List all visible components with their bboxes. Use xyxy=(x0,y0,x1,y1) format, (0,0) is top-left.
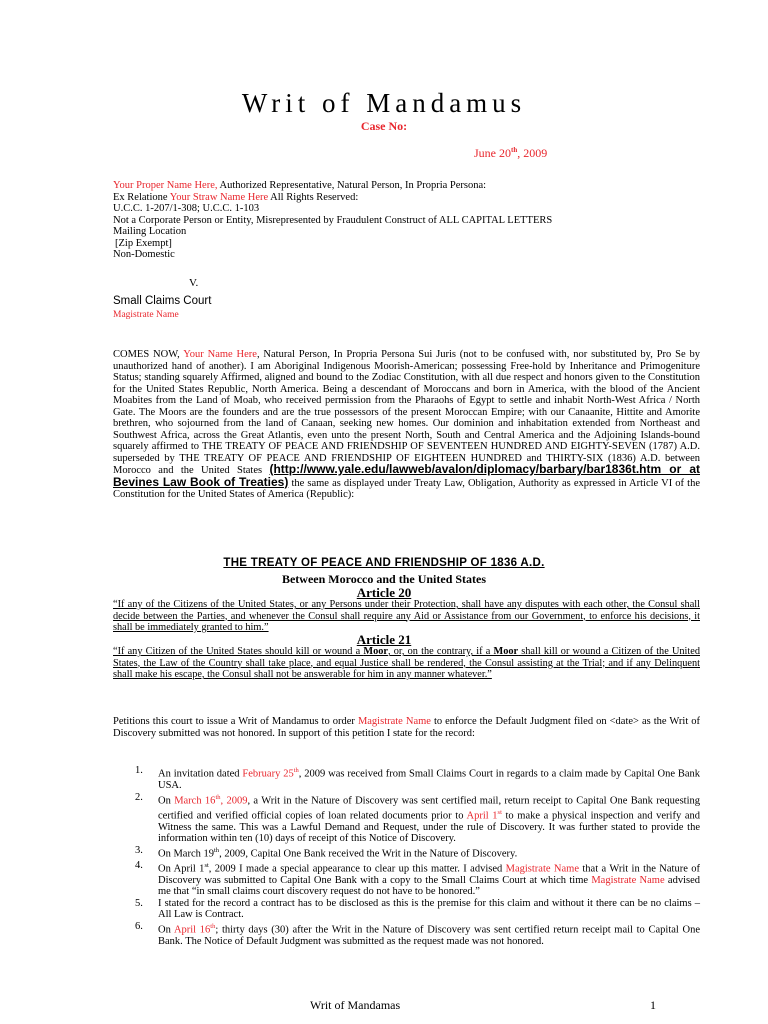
comes-now-paragraph: COMES NOW, Your Name Here, Natural Person, In Propria Persona Sui Juris (not to be confused with, nor substituted by, Pro Se by unauthorized hand of another). I am Aboriginal Indigenous Moorish-American; possessing Free-hold by Inheritance and Primogeniture Status; standing squarely Affirmed, aligned and bound to the Zodiac Constitution, with all due respect and honors given to the Constitution for the United States Republic, North America. Being a descendant of Moroccans and born in America, with the blood of the Ancient Moabites from the Land of Moab, who received permission from the Pharaohs of Egypt to settle and inhabit North-West Africa / North Gate. The Moors are the founders and are the true possessors of the present Moroccan Empire; with our Canaanite, Hittite and Amorite brethren, who sojourned from the land of Canaan, seeking new homes. Our dominion and inhabitation extended from Northeast and Southwest Africa, across the Great Atlantis, even unto the present North, South and Central America and the Adjoining Islands-bound squarely affirmed to THE TREATY OF PEACE AND FRIENDSHIP OF SEVENTEEN HUNDRED AND EIGHTY-SEVEN (1787) A.D. superseded by THE TREATY OF PEACE AND FRIENDSHIP OF EIGHTEEN HUNDRED and THIRTY-SIX (1836) A.D. between Morocco and the United States (http://www.yale.edu/lawweb/avalon/diplomacy/barbary/bar1836t.htm or at Bevines Law Book of Treaties) the same as displayed under Treaty Law, Obligation, Authority as expressed in Article VI of the Constitution for the United States of America (Republic): xyxy=(113,349,701,500)
list-item: 4. On April 1st, 2009 I made a special appearance to clear up this matter. I advised Magistrate Name that a Writ in the Nature of Discovery was submitted to Capital One Bank with a copy to the Small Claims Court at which time Magistrate Name advised me that “in small claims court discovery request do not have to be honored.” xyxy=(135,859,700,897)
case-number-label: Case No: xyxy=(360,119,408,133)
article-21-text: “If any Citizen of the United States should kill or wound a Moor, or, on the contrary, if a Moor shall kill or wound a Citizen of the United States, the Law of the Country shall take place, and equal Justice shall be rendered, the Consul assisting at the Trial; and if any Delinquent shall make his escape, the Consul shall not be answerable for him in any manner whatever.” xyxy=(113,646,700,680)
article-20-text: “If any of the Citizens of the United States, or any Persons under their Protection, shall have any disputes with each other, the Consul shall decide between the Parties, and whenever the Consul shall require any Aid or Assistance from our Government, to enforce his decisions, it shall be immediately granted to him.” xyxy=(113,599,700,633)
list-item: 5. I stated for the record a contract has to be disclosed as this is the premise for this claim and without it there can be no claims – All Law is Contract. xyxy=(135,897,700,920)
treaty-link[interactable]: (http://www.yale.edu/lawweb/avalon/diplomacy/barbary/bar1836t.htm or at Bevines Law Book of Treaties) xyxy=(113,462,700,489)
treaty-subtitle: Between Morocco and the United States xyxy=(281,572,487,586)
petitioner-header: Your Proper Name Here, Authorized Representative, Natural Person, In Propria Persona: Ex Relatione Your Straw Name Here All Rights Reserved: U.C.C. 1-207/1-308; U.C.C. 1-103 Not a Corporate Person or Entity, Misrepresented by Fraudulent Construct of ALL CAPITAL LETTERS Mailing Location [Zip Exempt] Non-Domestic xyxy=(113,180,553,260)
page-number: 1 xyxy=(650,998,656,1012)
document-date: June 20th, 2009 xyxy=(474,146,548,160)
proper-name-placeholder: Your Proper Name Here, xyxy=(113,180,218,191)
footer-title: Writ of Mandamas xyxy=(310,998,401,1012)
list-item: 2. On March 16th, 2009, a Writ in the Nature of Discovery was sent certified mail, return receipt to Capital One Bank requesting certified and verified official copies of loan related documents prior to April 1st to make a physical inspection and verify and Witness the same. This was a Lawful Demand and Request, under the rule of Discovery. It was further stated to provide the information within ten (10) days of receipt of this Notice of Discovery. xyxy=(135,791,700,844)
article-20-heading: Article 20 xyxy=(356,585,412,600)
record-list xyxy=(135,765,700,947)
list-item: 3. On March 19th, 2009, Capital One Bank received the Writ in the Nature of Discovery. xyxy=(135,844,518,859)
document-title: Writ of Mandamus xyxy=(241,88,527,118)
article-21-heading: Article 21 xyxy=(356,632,412,647)
petition-paragraph: Petitions this court to issue a Writ of Mandamus to order Magistrate Name to enforce the Default Judgment filed on <date> as the Writ of Discovery submitted was not honored. In support of this petition I state for the record: xyxy=(113,716,701,739)
respondent-court: Small Claims Court xyxy=(113,295,212,307)
treaty-title: THE TREATY OF PEACE AND FRIENDSHIP OF 1836 A.D. xyxy=(223,557,545,569)
magistrate-name-placeholder: Magistrate Name xyxy=(113,310,179,320)
list-item: 1. An invitation dated February 25th, 2009 was received from Small Claims Court in regards to a claim made by Capital One Bank USA. xyxy=(135,765,701,791)
list-item: 6. On April 16th; thirty days (30) after the Writ in the Nature of Discovery was sent certified return receipt mail to Capital One Bank. The Notice of Default Judgment was submitted as the request made was not honored. xyxy=(135,920,700,947)
versus-label: V. xyxy=(189,277,199,289)
your-name-placeholder: Your Name Here xyxy=(183,349,257,360)
straw-name-placeholder: Your Straw Name Here xyxy=(169,191,269,203)
